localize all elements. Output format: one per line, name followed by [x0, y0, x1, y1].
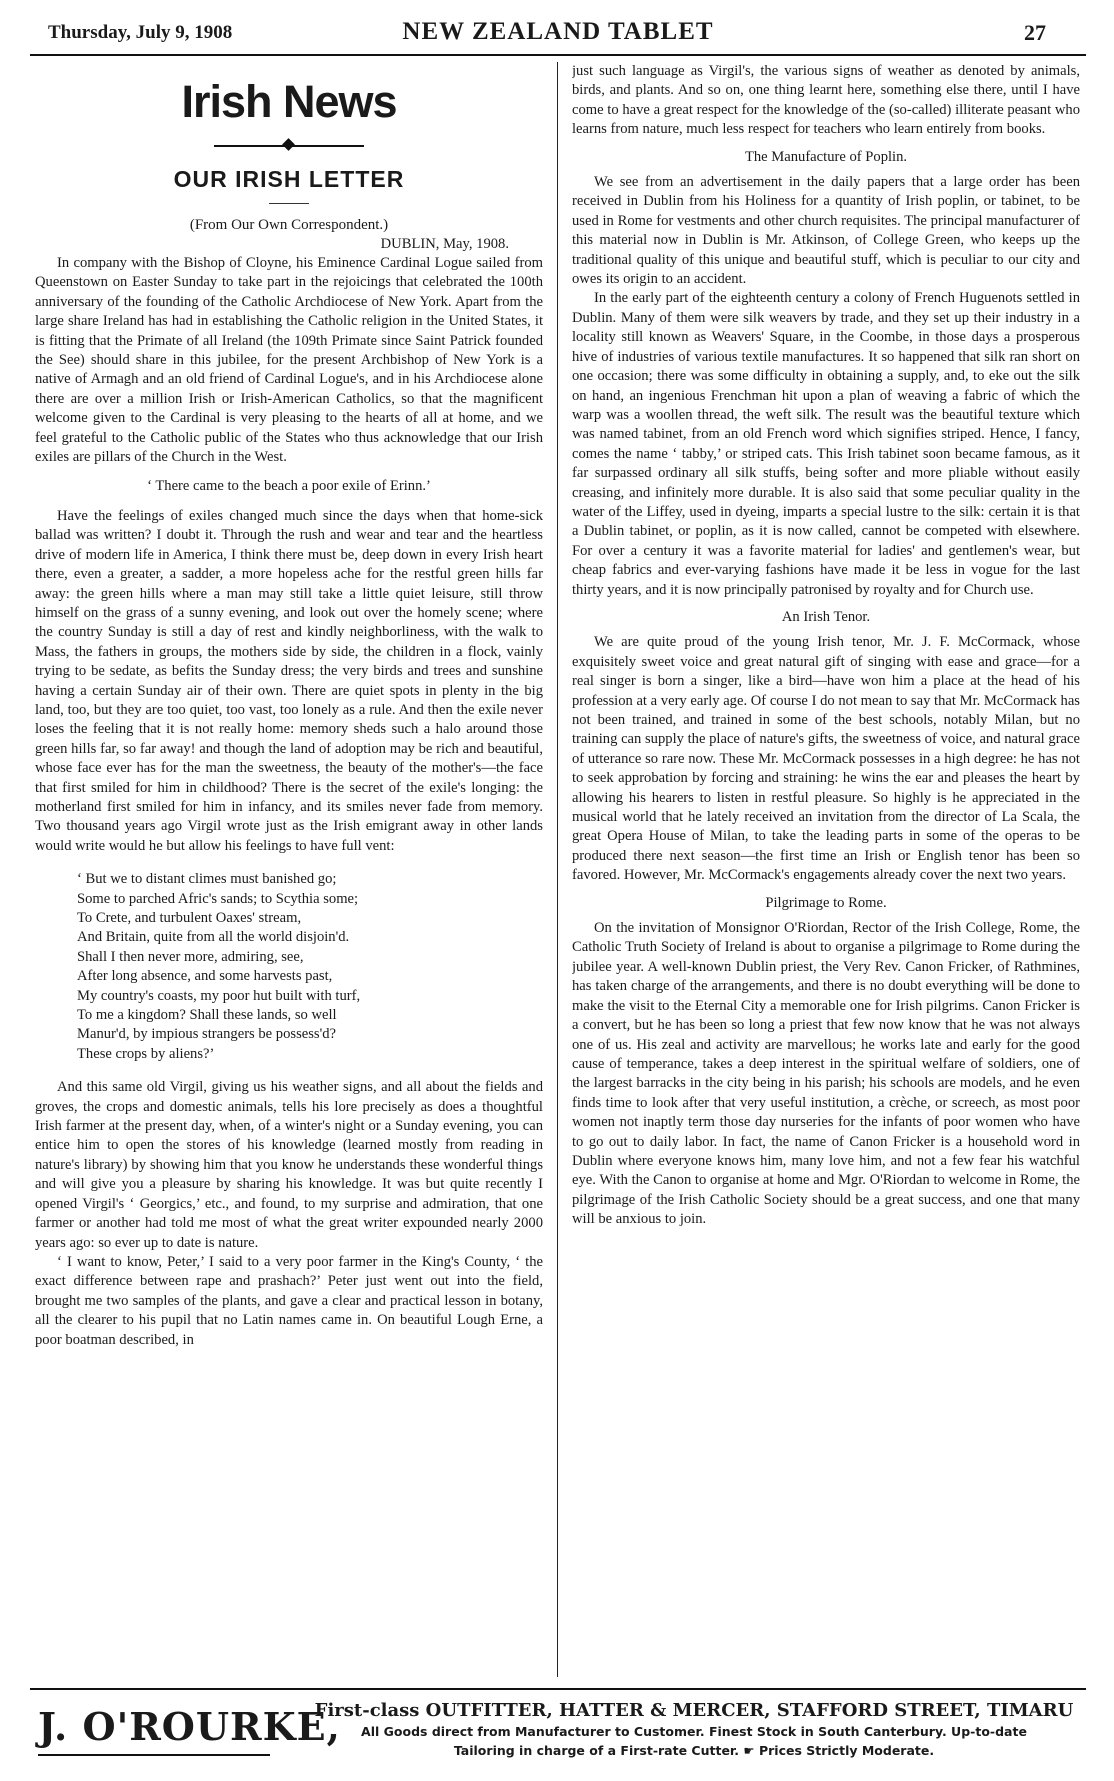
paragraph: ‘ I want to know, Peter,’ I said to a very poor farmer in the King's County, ‘ the exact difference between rape and prashach?’ Peter just went out into the field, brought me two samples of the plants, and gave a clear and practical lesson in botany, all the clearer to his pupil that no Latin names came in. On beautiful Lough Erne, a poor boatman described, in [35, 1253, 543, 1348]
article-title: OUR IRISH LETTER [173, 166, 405, 192]
poem-line: Manur'd, by impious strangers be possess'd? [77, 1026, 336, 1043]
page-number: 27 [1024, 20, 1046, 45]
left-column [35, 62, 543, 1682]
paragraph: We are quite proud of the young Irish tenor, Mr. J. F. McCormack, whose exquisitely sweet voice and great natural gift of singing with ease and grace—for a real singer is born a singer, like a bird—have won him a place at the head of his profession at a very early age. Of course I do not mean to say that Mr. McCormack has not been trained, and trained in some of the best schools, notably Milan, but no training can supply the place of nature's gifts, the sweetness of voice, and natural grace of utterance so rare now. These Mr. McCormack possesses in a high degree: he has not to seek approbation by forcing and straining: he wins the ear and pleases the heart by allowing his hearers to listen in restful pleasure. So highly is he appreciated in the musical world that he lately received an invitation from the director of La Scala, the great Opera House of Milan, to take the leading parts in some of the operas to be produced there next season—the first time an Irish or English tenor has been so favored. However, Mr. McCormack's engagements already cover the next two years. [572, 634, 1080, 884]
advertiser-underline [38, 1754, 270, 1756]
poem-line: Some to parched Afric's sands; to Scythia some; [77, 890, 359, 907]
masthead [30, 18, 1086, 56]
dateline: DUBLIN, May, 1908. [380, 236, 509, 252]
diamond-divider [214, 136, 364, 156]
poem-line: After long absence, and some harvests past, [77, 968, 333, 985]
column-divider [557, 62, 558, 1677]
ad-line: Tailoring in charge of a First-rate Cutter. ☛ Prices Strictly Moderate. [453, 1743, 935, 1758]
poem-line: My country's coasts, my poor hut built with turf, [77, 987, 361, 1004]
newspaper-title: NEW ZEALAND TABLET [402, 18, 714, 45]
paragraph: In company with the Bishop of Cloyne, his Eminence Cardinal Logue sailed from Queenstown on Easter Sunday to take part in the rejoicings that celebrated the 100th anniversary of the founding of the Catholic Archdiocese of New York. Apart from the large share Ireland has had in establishing the Catholic religion in the United States, it is fitting that the Primate of all Ireland (the 109th Primate since Saint Patrick founded the See) should share in this jubilee, for the present Archbishop of New York is a native of Armagh and an old friend of Cardinal Logue's, and in his Archdiocese alone there are over a million Irish or Irish-American Catholics, so that the magnificent welcome given to the Cardinal is very pleasing to the hearts of all at home, and we feel grateful to the Catholic public of the States who thus acknowledge that our Irish exiles are pillars of the Church in the West. [35, 255, 543, 466]
poem-line: To Crete, and turbulent Oaxes' stream, [77, 910, 302, 926]
quoted-line: ‘ There came to the beach a poor exile of Erinn.’ [147, 478, 431, 495]
poem-line: To me a kingdom? Shall these lands, so well [77, 1007, 337, 1024]
byline: (From Our Own Correspondent.) [189, 217, 389, 233]
ad-line: All Goods direct from Manufacturer to Customer. Finest Stock in South Canterbury. Up-to-date [361, 1724, 1027, 1739]
section-title: Irish News [181, 76, 397, 127]
right-column [572, 62, 1080, 1682]
advertisement-text [302, 1700, 1086, 1760]
paragraph: just such language as Virgil's, the various signs of weather as denoted by animals, birds, and plants. And so on, one thing learnt here, something else there, until I have come to have a great respect for the knowledge of the (so-called) illiterate peasant who learns from nature, much less respect for teachers who learn entirely from books. [572, 63, 1080, 138]
paragraph: Have the feelings of exiles changed much since the days when that home-sick ballad was written? I doubt it. Through the rush and wear and tear and the heartless drive of modern life in America, I think there must be, deep down in every Irish heart there, even a greater, a sadder, a more hopeless ache for the restful green hills far away: the green hills where a man may still take a little quiet leisure, still throw himself on the grass of a sunny evening, and look out over the homely scene; where the country Sunday is still a day of rest and kindly neighborliness, with the walk to Mass, the fathers in groups, the mothers side by side, the children in a flock, vainly trying to be sedate, as befits the Sunday dress; the very birds and trees and sunshine having a certain Sunday air of their own. There are quiet spots in plenty in the big land, too, but they are too quiet, too vast, too lonely as a rule. And then the exile never loses the feeling that it is not really home: memory sheds such a halo around those green hills far, so far away! and though the land of adoption may be rich and beautiful, whose face ever has for the man the sweetness, the beauty of the mother's—the face that first smiled for him in childhood? There is the secret of the exile's longing: the motherland first smiled for him in infancy, and its smiles never fade from memory. Two thousand years ago Virgil wrote just as the Irish emigrant away in other lands would write would he but allow his feelings to have full vent: [35, 507, 543, 854]
poem [77, 870, 543, 1064]
poem-line: And Britain, quite from all the world disjoin'd. [77, 929, 350, 946]
subheading-pilgrimage: Pilgrimage to Rome. [765, 894, 887, 911]
paragraph: And this same old Virgil, giving us his weather signs, and all about the fields and groves, the crops and domestic animals, tells his lore precisely as does a thoughtful Irish farmer at the present day, when, of a winter's night or a Sunday evening, you can entice him to open the stores of his knowledge (learned mostly from reading in nature's library) by showing him that you know he understands these wonderful things and will give you a pleasure by sharing his knowledge. It was but quite recently I opened Virgil's ‘ Georgics,’ etc., and found, to my surprise and admiration, that one farmer or another had told me most of what the great writer expounded nearly 2000 years ago: so ever up to date is nature. [35, 1079, 543, 1251]
paragraph: On the invitation of Monsignor O'Riordan, Rector of the Irish College, Rome, the Catholic Truth Society of Ireland is about to organise a pilgrimage to Rome during the jubilee year. A well-known Dublin priest, the Very Rev. Canon Fricker, of Rathmines, has taken charge of the arrangements, and there is no doubt everything will be done to make the visit to the Eternal City a memorable one for Irish pilgrims. Canon Fricker is a convert, but he has been so long a priest that few now know that he was not always one of us. His zeal and activity are marvellous; he works late and early for the good cause of temperance, takes a deep interest in the spiritual welfare of soldiers, one of the largest barracks in the city being in his parish; his schools are models, and he even finds time to look after that very useful institution, a crèche, or screech, as most poor women not inaptly term those day nurseries for the infants of poor women who have to go out to daily labor. In fact, the name of Canon Fricker is a household word in Dublin where everyone knows him, many love him, and not a few fear his watchful eye. With the Canon to organise at home and Mgr. O'Riordan to welcome in Rome, the pilgrimage of the Irish Catholic Society should be a great success, and one that many will be anxious to join. [572, 920, 1080, 1228]
subheading-tenor: An Irish Tenor. [781, 608, 871, 625]
poem-line: ‘ But we to distant climes must banished go; [77, 871, 337, 888]
poem-line: These crops by aliens?’ [77, 1045, 215, 1062]
diamond-ornament-icon [282, 138, 295, 151]
issue-date: Thursday, July 9, 1908 [48, 22, 233, 43]
advertiser-name: J. O'ROURKE, [38, 1704, 341, 1749]
ad-line: First-class OUTFITTER, HATTER & MERCER, STAFFORD STREET, TIMARU [314, 1700, 1074, 1721]
short-divider [269, 203, 309, 204]
subheading-poplin: The Manufacture of Poplin. [744, 148, 908, 165]
advertisement [30, 1688, 1086, 1774]
paragraph: We see from an advertisement in the daily papers that a large order has been received in Dublin from his Holiness for a quantity of Irish poplin, or tabinet, to be used in Rome for vestments and other church requisites. The principal manufacturer of this material now in Dublin is Mr. Atkinson, of College Green, who keeps up the traditional quality of this unique and beautiful stuff, which is peculiar to our city and owes its origin to an accident. [572, 174, 1080, 288]
poem-line: Shall I then never more, admiring, see, [77, 948, 304, 965]
paragraph: In the early part of the eighteenth century a colony of French Huguenots settled in Dublin. Many of them were silk weavers by trade, and they set up their industry in a locality still known as Weavers' Square, in the Coombe, in those days a prosperous hive of industries of various textile manufactures. It so happened that silk ran short on one occasion; there was some difficulty in obtaining a supply, and, to eke out the silk on hand, an ingenious Frenchman hit upon a plan of weaving a fabric of which the warp was a woollen thread, the weft silk. The result was the beautiful texture which was named tabinet, from an old French word which signifies striped. Hence, I fancy, comes the name ‘ tabby,’ or striped cats. This Irish tabinet soon became famous, as it far surpassed ordinary all silk stuffs, being softer and more pliable without easily creasing, and infinitely more durable. It is also said that some peculiar quality in the water of the Liffey, used in dyeing, imparts a special lustre to the silk: certain it is that a Dublin tabinet, or poplin, as it is now called, cannot be competed with elsewhere. For over a century it was a favorite material for ladies' and gentlemen's wear, but cheap fabrics and ever-varying fashions have made it be less in vogue for the last thirty years, and it is now principally patronised by royalty and for Church use. [572, 290, 1080, 598]
